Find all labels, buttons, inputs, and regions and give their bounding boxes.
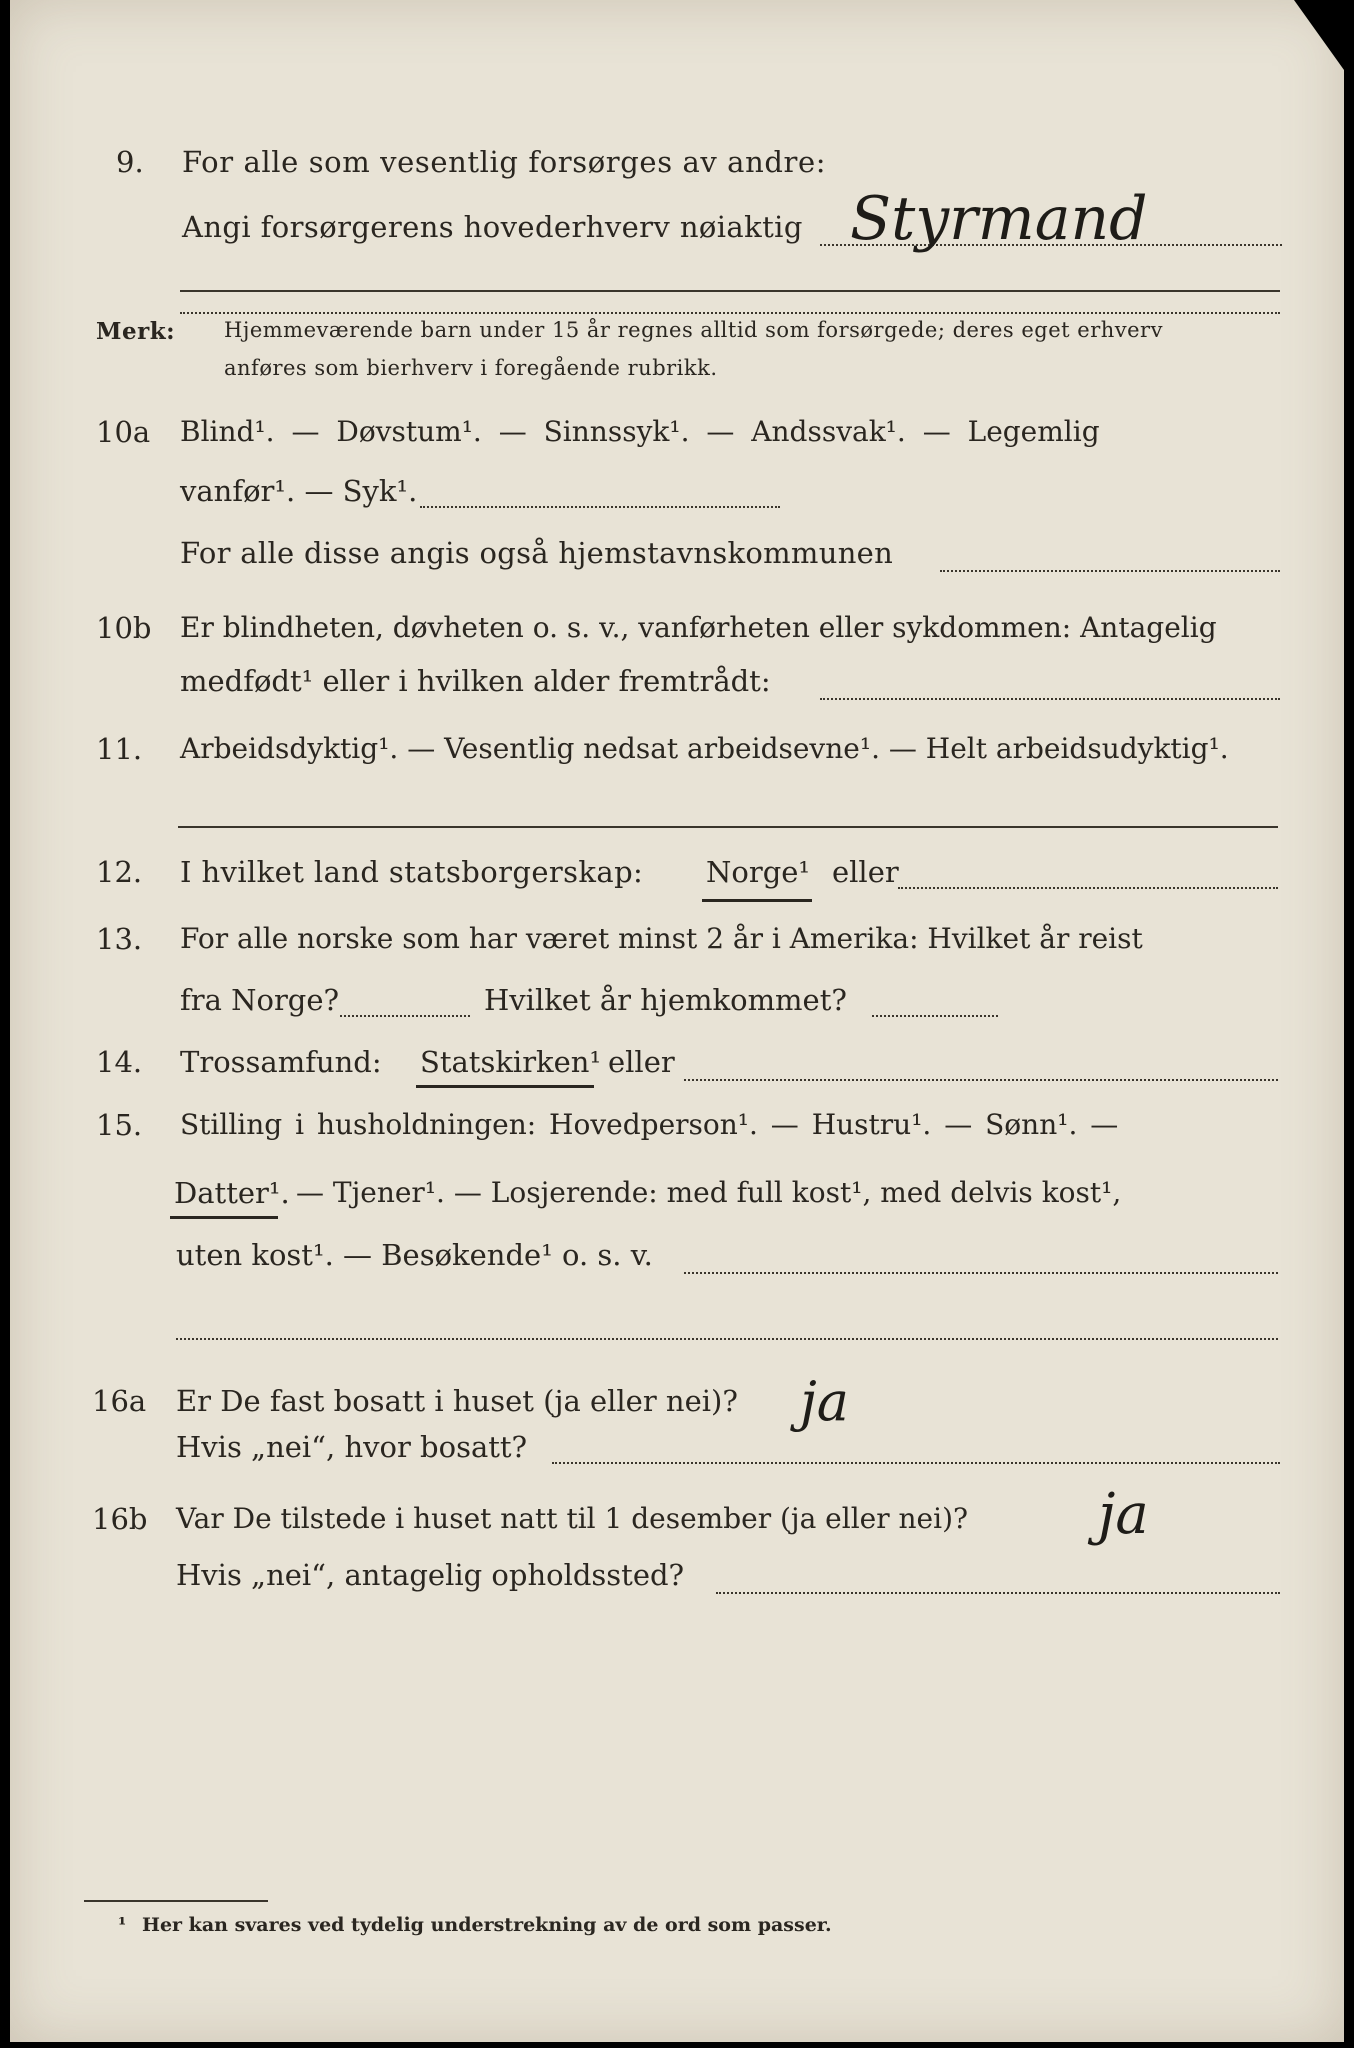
q13-hjemkommet: Hvilket år hjemkommet? [484,983,847,1017]
q11-number: 11. [96,732,143,766]
q15-option-datter: Datter¹. [174,1176,290,1210]
q15-options-2: — Tjener¹. — Losjerende: med full kost¹, med delvis kost¹, [296,1176,1122,1209]
q10a-options: Blind¹. — Døvstum¹. — Sinnssyk¹. — Andssvak¹. — Legemlig [180,415,1100,448]
q16b-answer-line [716,1592,1280,1594]
q12-eller: eller [832,855,899,889]
footnote-mark: ¹ [118,1914,127,1936]
q15-answer-line [684,1272,1278,1274]
q14-number: 14. [96,1045,143,1079]
q10a-hjemstavn-line [940,570,1280,572]
q16b-opholdssted: Hvis „nei“, antagelig opholdssted? [176,1558,685,1592]
q16a-hvor: Hvis „nei“, hvor bosatt? [176,1430,528,1464]
q10b-question-2: medfødt¹ eller i hvilken alder fremtrådt: [180,664,771,698]
q10b-number: 10b [96,611,152,645]
merk-text-2: anføres som bierhverv i foregående rubrikk. [224,356,718,380]
merk-text-1: Hjemmeværende barn under 15 år regnes alltid som forsørgede; deres eget erhverv [224,318,1163,342]
q13-question: For alle norske som har været minst 2 år i Amerika: Hvilket år reist [180,922,1143,955]
q15-number: 15. [96,1108,143,1142]
torn-corner [1294,0,1344,70]
footnote-rule [84,1900,268,1902]
q9-handwritten-answer: Styrmand [850,184,1148,254]
q16a-answer-line [552,1462,1280,1464]
q16b-number: 16b [92,1502,148,1536]
form-page [10,0,1344,2042]
q13-number: 13. [96,922,143,956]
q13-reist-line [340,1015,470,1017]
q16a-handwritten-answer: ja [800,1370,849,1433]
q10a-options-2: vanfør¹. — Syk¹. [180,474,418,508]
merk-label: Merk: [96,318,176,345]
q15-underline [170,1216,278,1219]
q10a-answer-line [420,506,780,508]
q15-rule [176,1338,1278,1340]
q12-question: I hvilket land statsborgerskap: [180,855,644,889]
q13-hjemkommet-line [872,1015,998,1017]
q11-options: Arbeidsdyktig¹. — Vesentlig nedsat arbeidsevne¹. — Helt arbeidsudyktig¹. [180,732,1229,765]
footnote-text: Her kan svares ved tydelig understrekning av de ord som passer. [142,1914,832,1936]
q13-reist: fra Norge? [180,983,340,1017]
q9-number: 9. [116,145,144,179]
q16b-handwritten-answer: ja [1098,1482,1149,1547]
q12-number: 12. [96,855,143,889]
q9-rule [180,290,1280,292]
q12-answer-line [898,887,1278,889]
q9-question-2: Angi forsørgerens hovederhverv nøiaktig [182,210,803,244]
q15-options: Stilling i husholdningen: Hovedperson¹. — Hustru¹. — Sønn¹. — [180,1108,1119,1141]
q16a-number: 16a [92,1384,147,1418]
q11-rule [178,826,1278,828]
q10b-question: Er blindheten, døvheten o. s. v., vanførheten eller sykdommen: Antagelig [180,611,1217,644]
q15-options-3: uten kost¹. — Besøkende¹ o. s. v. [176,1238,653,1272]
q10a-number: 10a [96,415,151,449]
q10b-answer-line [820,698,1280,700]
q14-answer-line [684,1079,1278,1081]
q14-question: Trossamfund: [180,1045,382,1079]
q14-underline [416,1085,594,1088]
q9-rule-dotted [180,312,1280,314]
q14-option-statskirken: Statskirken¹ [420,1045,602,1079]
q12-underline [702,899,812,902]
q16b-question: Var De tilstede i huset natt til 1 desember (ja eller nei)? [176,1502,969,1535]
q10a-hjemstavn: For alle disse angis også hjemstavnskommunen [180,536,894,570]
q12-option-norge: Norge¹ [706,855,811,889]
q14-eller: eller [608,1045,675,1079]
q16a-question: Er De fast bosatt i huset (ja eller nei)? [176,1384,738,1418]
q9-question: For alle som vesentlig forsørges av andre: [182,145,827,179]
